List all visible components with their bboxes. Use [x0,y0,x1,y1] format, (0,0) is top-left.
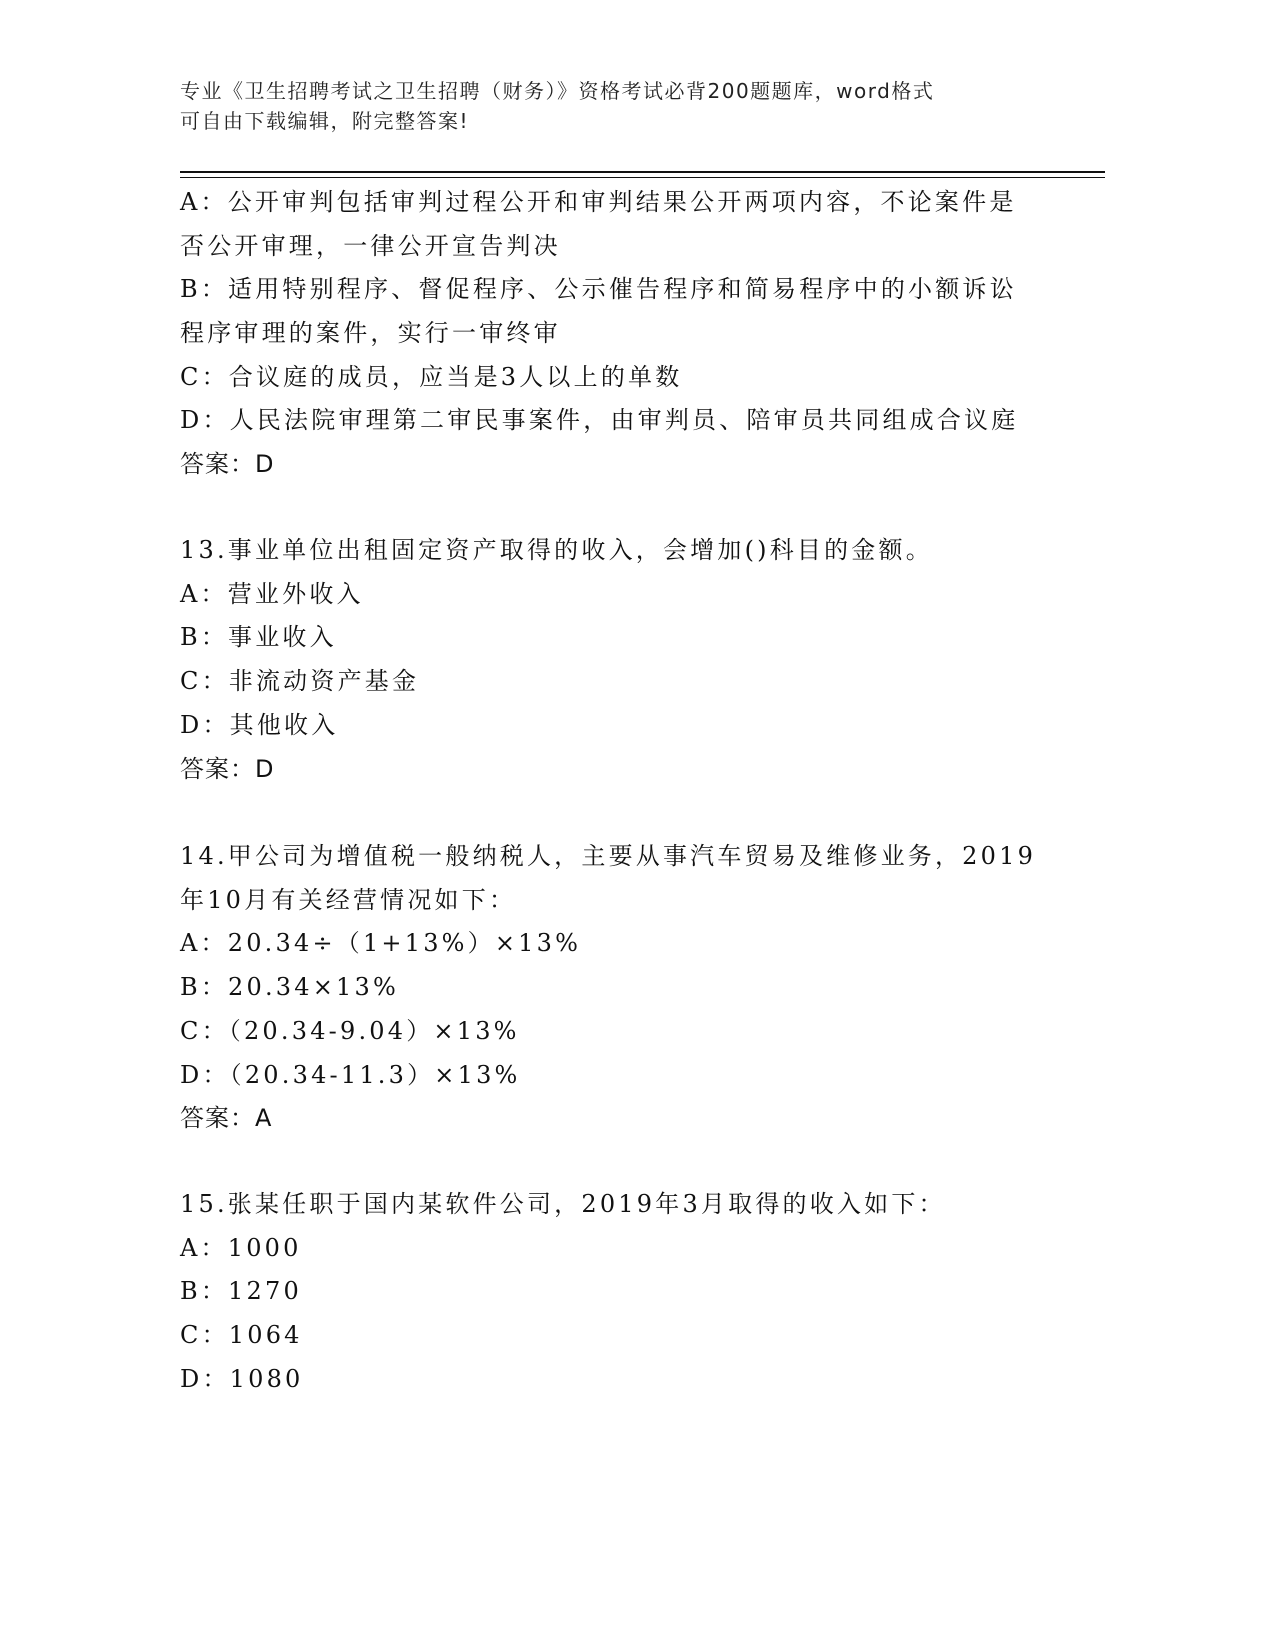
header-divider-thin [180,177,1105,178]
question-stem: 15.张某任职于国内某软件公司，2019年3月取得的收入如下： [180,1190,946,1218]
question-line: B：1270 [180,1277,302,1305]
header-divider-thick [180,171,1105,173]
answer-line: 答案：D [180,450,275,478]
question-line: C：非流动资产基金 [180,667,420,695]
question-line: C：1064 [180,1321,303,1349]
question-line: 年10月有关经营情况如下： [180,886,517,914]
document-title-line-1: 专业《卫生招聘考试之卫生招聘（财务）》资格考试必背200题题库，word格式 [180,79,935,103]
question-line: D：人民法院审理第二审民事案件，由审判员、陪审员共同组成合议庭 [180,406,1019,434]
question-line: B：适用特别程序、督促程序、公示催告程序和简易程序中的小额诉讼 [180,275,1017,303]
question-line: B：事业收入 [180,623,337,651]
question-stem: 14.甲公司为增值税一般纳税人，主要从事汽车贸易及维修业务，2019 [180,842,1037,870]
answer-line: 答案：D [180,755,275,783]
question-line: 程序审理的案件，实行一审终审 [180,319,561,347]
question-line: A：1000 [180,1234,302,1262]
question-line: B：20.34×13% [180,973,399,1001]
question-line: 否公开审理，一律公开宣告判决 [180,232,561,260]
question-line: C：（20.34-9.04）×13% [180,1017,520,1045]
question-line: D：其他收入 [180,711,339,739]
question-line: A：公开审判包括审判过程公开和审判结果公开两项内容，不论案件是 [180,188,1017,216]
question-line: C：合议庭的成员，应当是3人以上的单数 [180,363,683,391]
question-line: A：营业外收入 [180,580,364,608]
question-stem: 13.事业单位出租固定资产取得的收入，会增加()科目的金额。 [180,536,933,564]
answer-line: 答案：A [180,1104,273,1132]
question-line: D：1080 [180,1365,304,1393]
question-line: D：（20.34-11.3）×13% [180,1061,521,1089]
document-title-line-2: 可自由下载编辑，附完整答案! [180,109,470,133]
question-line: A：20.34÷（1+13%）×13% [180,929,582,957]
